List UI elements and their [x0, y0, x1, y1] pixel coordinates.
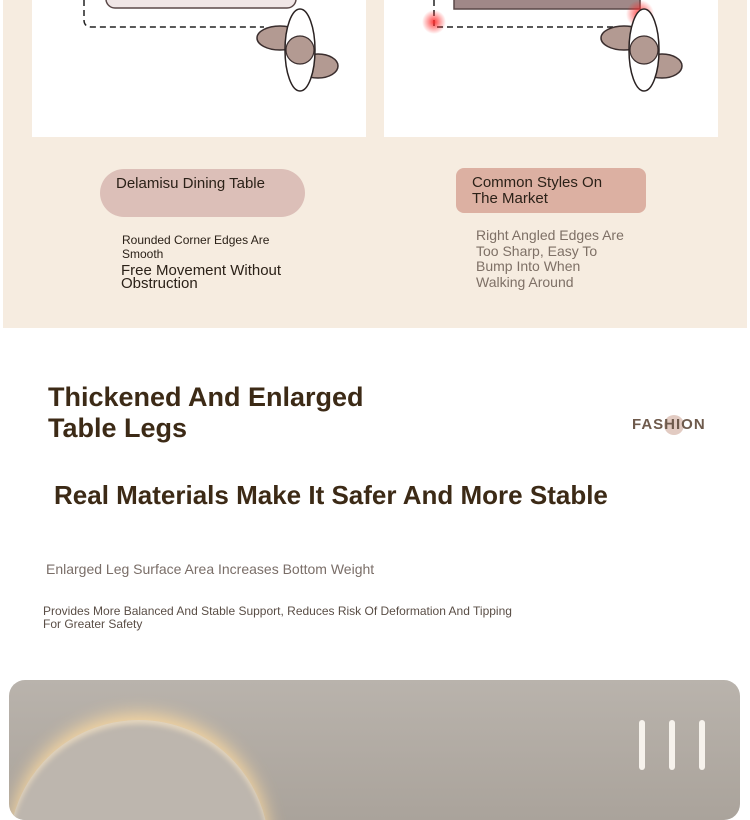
pendant-light-image: [699, 720, 705, 770]
round-mirror-image: [9, 720, 269, 820]
rounded-edges-note: Rounded Corner Edges Are Smooth: [122, 233, 270, 261]
fashion-brand-logo: FASHION: [632, 416, 706, 433]
pendant-light-image: [669, 720, 675, 770]
comparison-section: [3, 0, 747, 328]
legs-subheading: Real Materials Make It Safer And More Stable: [54, 480, 608, 510]
delamisu-title-badge: Delamisu Dining Table: [100, 169, 305, 217]
sharp-table-illustration: [384, 0, 718, 137]
free-movement-note: Free Movement Without Obstruction: [121, 262, 282, 292]
rounded-table-illustration: [32, 0, 366, 137]
common-styles-title-badge: Common Styles On The Market: [456, 168, 646, 213]
pendant-light-image: [639, 720, 645, 770]
leg-surface-description: Enlarged Leg Surface Area Increases Bottom Weight: [46, 561, 375, 577]
product-photo: [9, 680, 740, 820]
sharp-edges-note: Right Angled Edges Are Too Sharp, Easy To Bump Into When Walking Around: [476, 227, 624, 290]
stability-description: Provides More Balanced And Stable Support, Reduces Risk Of Deformation And Tipping For Greater Safety: [43, 604, 512, 631]
legs-heading: Thickened And Enlarged Table Legs: [48, 382, 364, 443]
